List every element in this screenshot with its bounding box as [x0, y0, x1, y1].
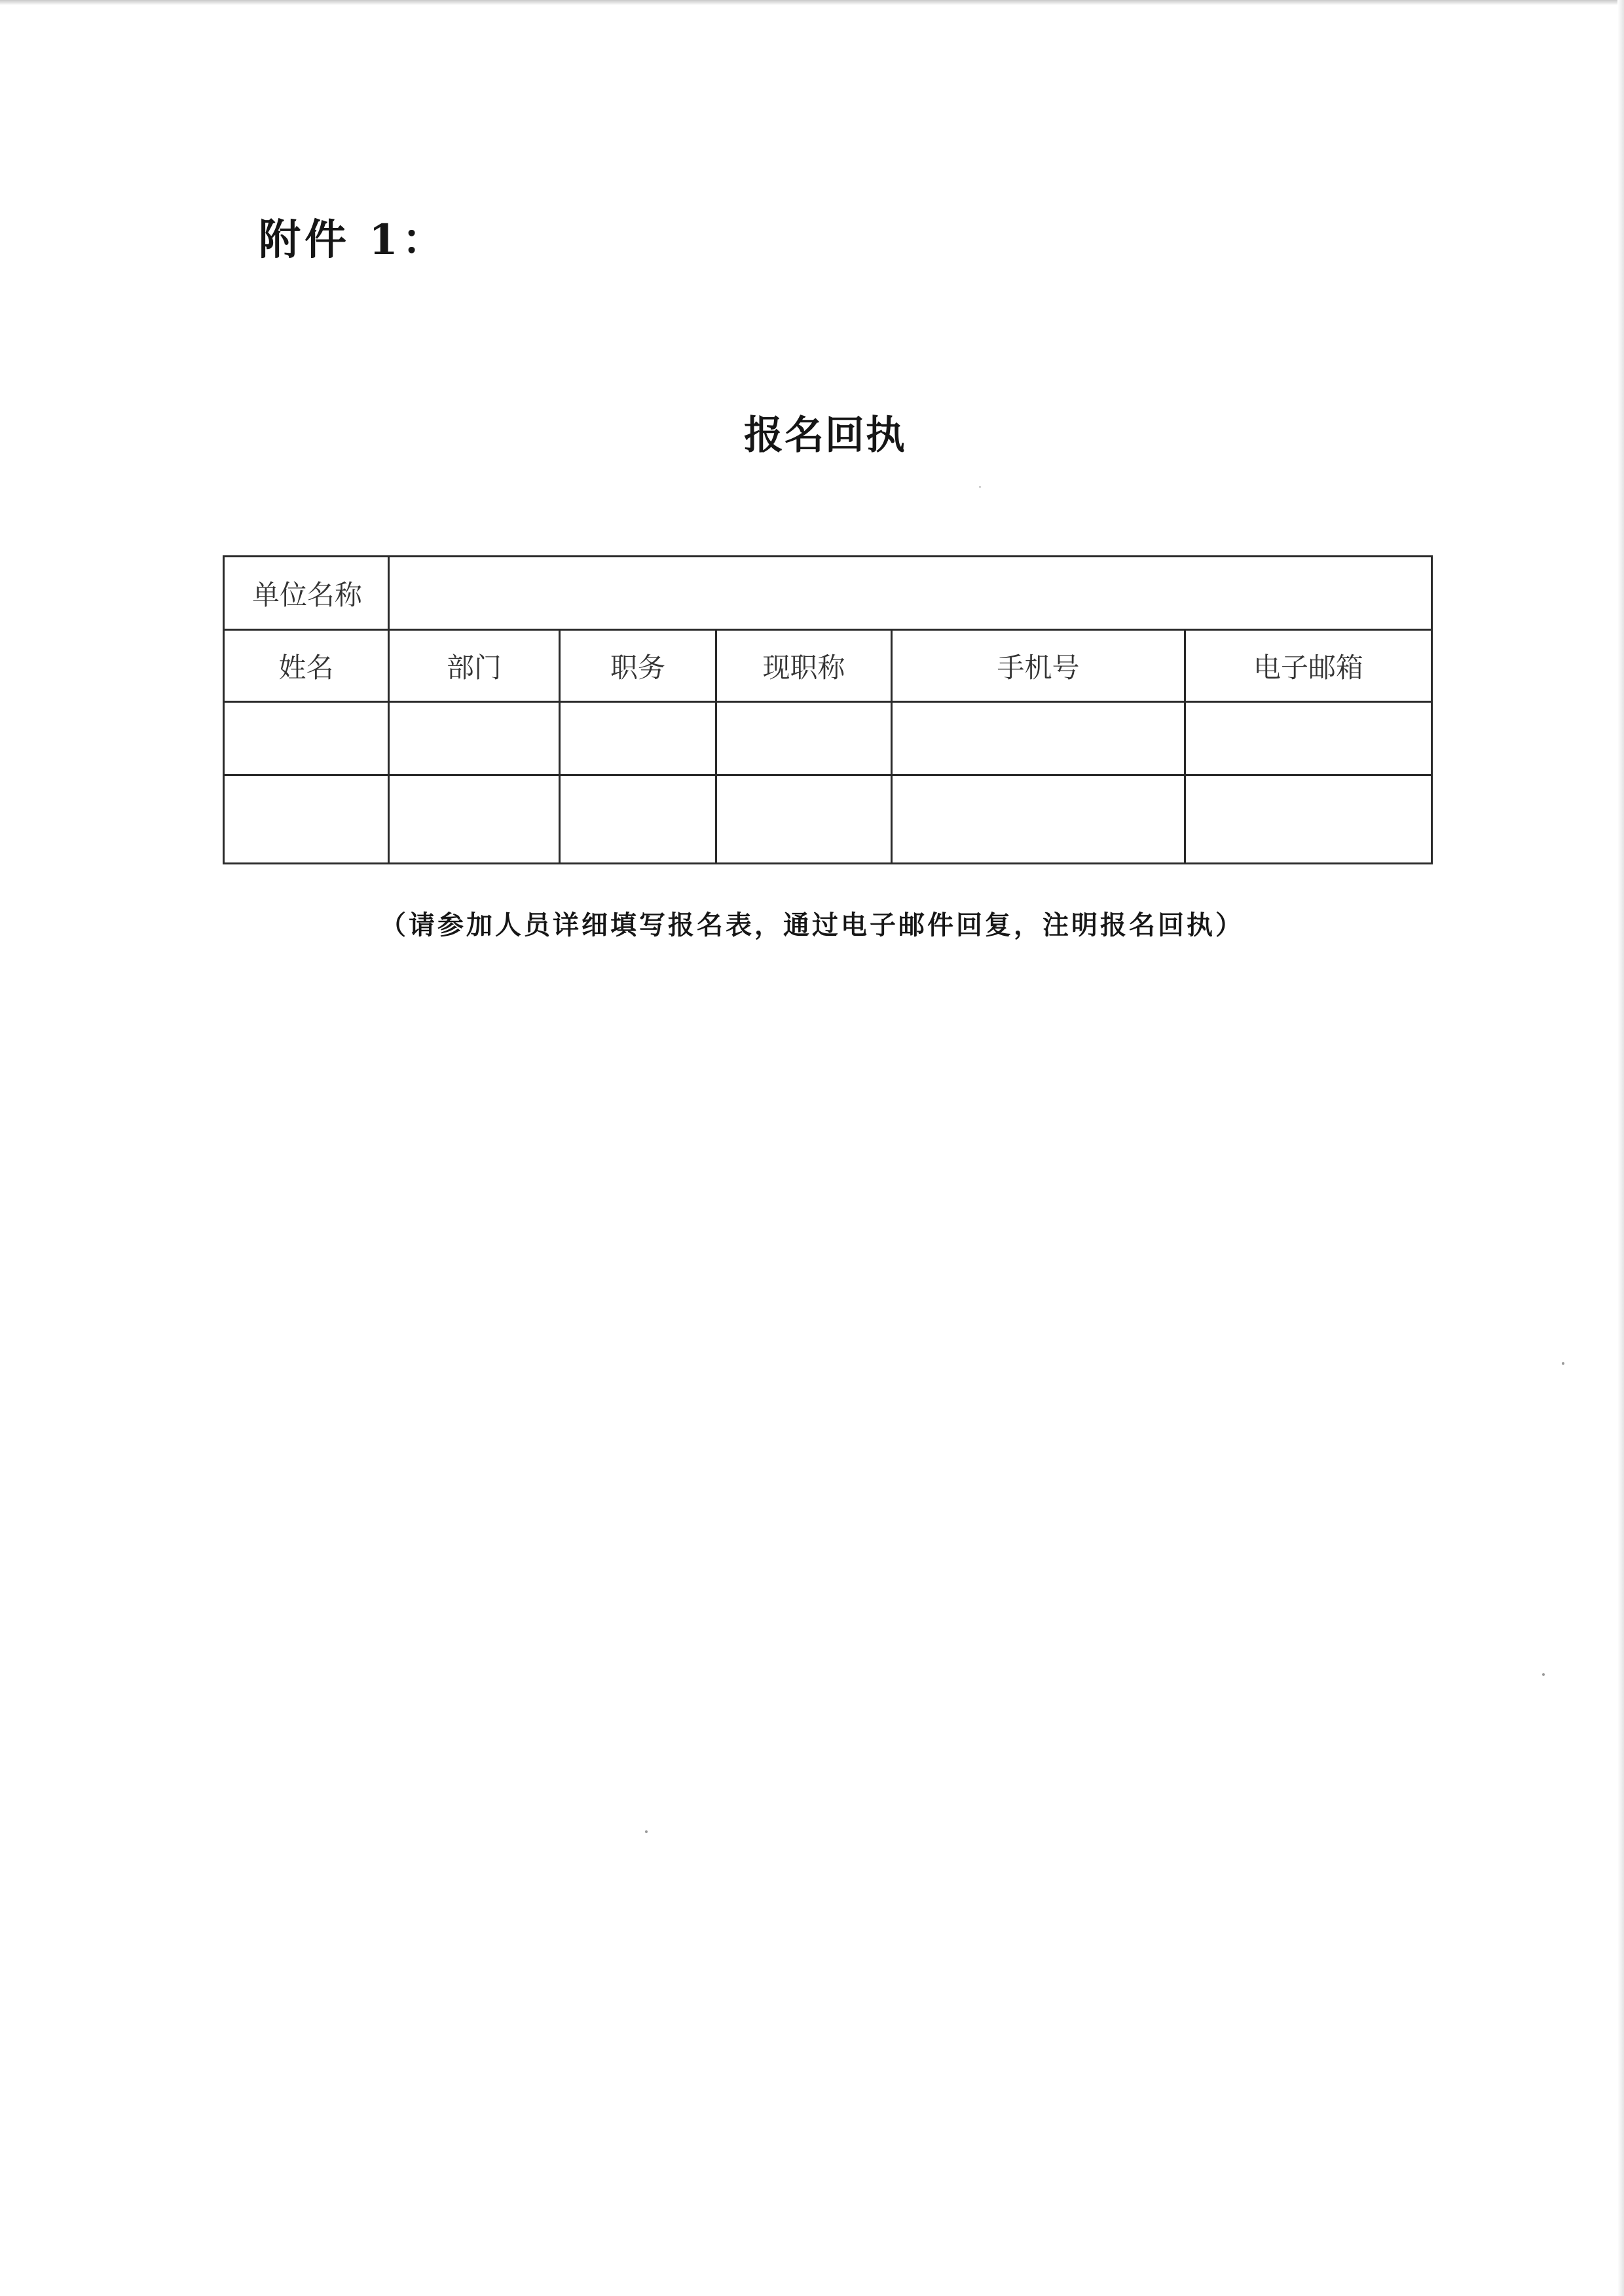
- attachment-label: 附件 1：: [259, 215, 448, 265]
- email-cell[interactable]: [1185, 775, 1432, 864]
- form-title: 报名回执: [744, 413, 906, 458]
- column-header-department: 部门: [389, 630, 560, 702]
- position-cell[interactable]: [560, 775, 716, 864]
- unit-row: [224, 557, 1432, 630]
- position-cell[interactable]: [560, 702, 716, 775]
- name-cell[interactable]: [224, 702, 389, 775]
- scan-edge-right: [1617, 0, 1624, 2296]
- scan-speck: [979, 486, 981, 488]
- phone-cell[interactable]: [892, 775, 1185, 864]
- name-cell[interactable]: [224, 775, 389, 864]
- column-header-phone: 手机号: [892, 630, 1185, 702]
- table-row: [224, 775, 1432, 864]
- scan-speck: [645, 1830, 648, 1833]
- title-cell[interactable]: [716, 702, 892, 775]
- email-cell[interactable]: [1185, 702, 1432, 775]
- header-row: [224, 630, 1432, 702]
- registration-table: [223, 555, 1433, 864]
- title-cell[interactable]: [716, 775, 892, 864]
- department-cell[interactable]: [389, 775, 560, 864]
- column-header-email: 电子邮箱: [1185, 630, 1432, 702]
- scan-speck: [1562, 1362, 1564, 1365]
- department-cell[interactable]: [389, 702, 560, 775]
- unit-name-label: 单位名称: [224, 557, 389, 630]
- column-header-name: 姓名: [224, 630, 389, 702]
- unit-name-cell[interactable]: [389, 557, 1432, 630]
- scan-speck: [1542, 1673, 1545, 1676]
- phone-cell[interactable]: [892, 702, 1185, 775]
- instruction-note: （请参加人员详细填写报名表，通过电子邮件回复，注明报名回执）: [380, 910, 1244, 940]
- table-row: [224, 702, 1432, 775]
- column-header-title: 现职称: [716, 630, 892, 702]
- scan-edge-top: [0, 0, 1624, 5]
- column-header-position: 职务: [560, 630, 716, 702]
